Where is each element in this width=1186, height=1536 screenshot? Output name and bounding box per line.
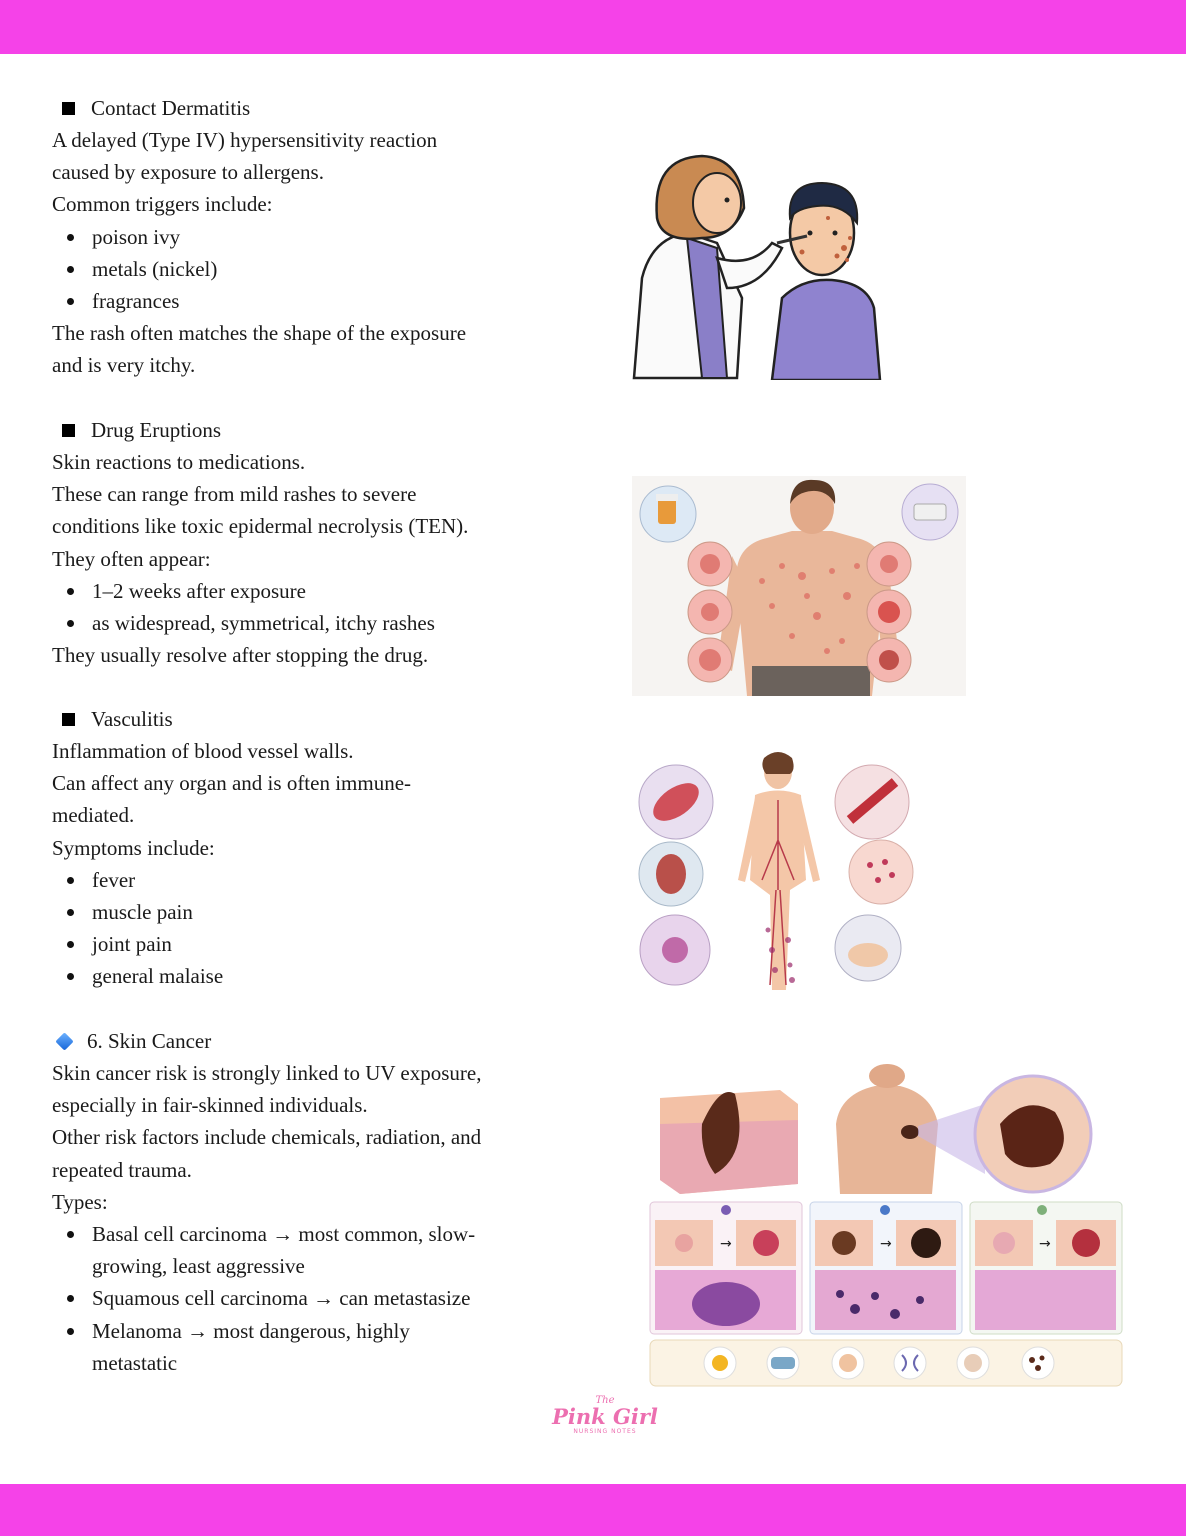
- doctor-patient-illustration: [632, 148, 882, 380]
- svg-text:→: →: [880, 1236, 892, 1252]
- drug-eruption-illustration: [632, 476, 966, 696]
- svg-text:→: →: [1039, 1236, 1051, 1252]
- pink-girl-logo: [540, 1396, 670, 1444]
- paragraph-line: The rash often matches the shape of the exposure: [52, 321, 467, 346]
- heading-text: Contact Dermatitis: [91, 96, 251, 120]
- section-drug-eruptions: [52, 414, 552, 671]
- list-item: Basal cell carcinoma → most common, slow-: [52, 1218, 572, 1250]
- vasculitis-illustration: [600, 750, 964, 1000]
- list-item: poison ivy: [52, 221, 552, 253]
- list-item: metals (nickel): [52, 253, 552, 285]
- list-item: joint pain: [52, 928, 552, 960]
- cancer-types-list: [52, 1218, 572, 1379]
- heading-text: Vasculitis: [91, 707, 173, 731]
- skin-cancer-illustration: [640, 1064, 1132, 1390]
- paragraph-line: conditions like toxic epidermal necrolysis (TEN).: [52, 514, 469, 539]
- section-vasculitis: [52, 703, 552, 993]
- section-skin-cancer: [52, 1025, 572, 1379]
- section-contact-dermatitis: [52, 92, 552, 382]
- paragraph-line: These can range from mild rashes to severe: [52, 482, 417, 507]
- paragraph-line: repeated trauma.: [52, 1157, 192, 1182]
- paragraph-line: Types:: [52, 1189, 108, 1214]
- square-bullet-icon: [62, 424, 75, 437]
- square-bullet-icon: [62, 102, 75, 115]
- list-item: 1–2 weeks after exposure: [52, 575, 552, 607]
- list-item: Melanoma → most dangerous, highly: [52, 1315, 572, 1347]
- paragraph-line: They usually resolve after stopping the drug.: [52, 643, 429, 668]
- section-heading: [52, 414, 552, 446]
- paragraph-line: They often appear:: [52, 546, 211, 571]
- heading-text: Drug Eruptions: [91, 418, 222, 442]
- paragraph-line: especially in fair-skinned individuals.: [52, 1093, 368, 1118]
- paragraph-line: caused by exposure to allergens.: [52, 160, 324, 185]
- logo-line-1: The: [595, 1395, 615, 1406]
- bottom-pink-band: [0, 1484, 1186, 1536]
- list-item: fever: [52, 864, 552, 896]
- symptom-list: [52, 864, 552, 993]
- paragraph-line: Skin reactions to medications.: [52, 450, 306, 474]
- paragraph-line: Inflammation of blood vessel walls.: [52, 739, 354, 763]
- trigger-list: [52, 221, 552, 318]
- section-heading: [52, 1025, 572, 1057]
- list-item: general malaise: [52, 960, 552, 992]
- top-pink-band: [0, 0, 1186, 54]
- list-item-continuation: metastatic: [92, 1350, 178, 1375]
- list-item: fragrances: [52, 285, 552, 317]
- paragraph-line: mediated.: [52, 803, 135, 828]
- paragraph-line: and is very itchy.: [52, 353, 196, 378]
- paragraph-line: Symptoms include:: [52, 835, 215, 860]
- heading-text: 6. Skin Cancer: [87, 1029, 212, 1053]
- logo-line-2: Pink Girl: [552, 1404, 658, 1429]
- svg-text:→: →: [720, 1236, 732, 1252]
- logo-line-3: NURSING NOTES: [573, 1428, 637, 1435]
- paragraph-line: Can affect any organ and is often immune-: [52, 771, 412, 796]
- section-heading: [52, 703, 552, 735]
- list-item-continuation: growing, least aggressive: [92, 1254, 305, 1279]
- square-bullet-icon: [62, 713, 75, 726]
- list-item: as widespread, symmetrical, itchy rashes: [52, 607, 552, 639]
- section-heading: [52, 92, 552, 124]
- paragraph-line: Common triggers include:: [52, 192, 273, 217]
- list-item: Squamous cell carcinoma → can metastasize: [52, 1282, 572, 1314]
- paragraph-line: Skin cancer risk is strongly linked to UV exposure,: [52, 1061, 482, 1085]
- paragraph-line: A delayed (Type IV) hypersensitivity reaction: [52, 128, 438, 152]
- blue-diamond-icon: [55, 1032, 73, 1050]
- appearance-list: [52, 575, 552, 639]
- paragraph-line: Other risk factors include chemicals, radiation, and: [52, 1125, 482, 1150]
- list-item: muscle pain: [52, 896, 552, 928]
